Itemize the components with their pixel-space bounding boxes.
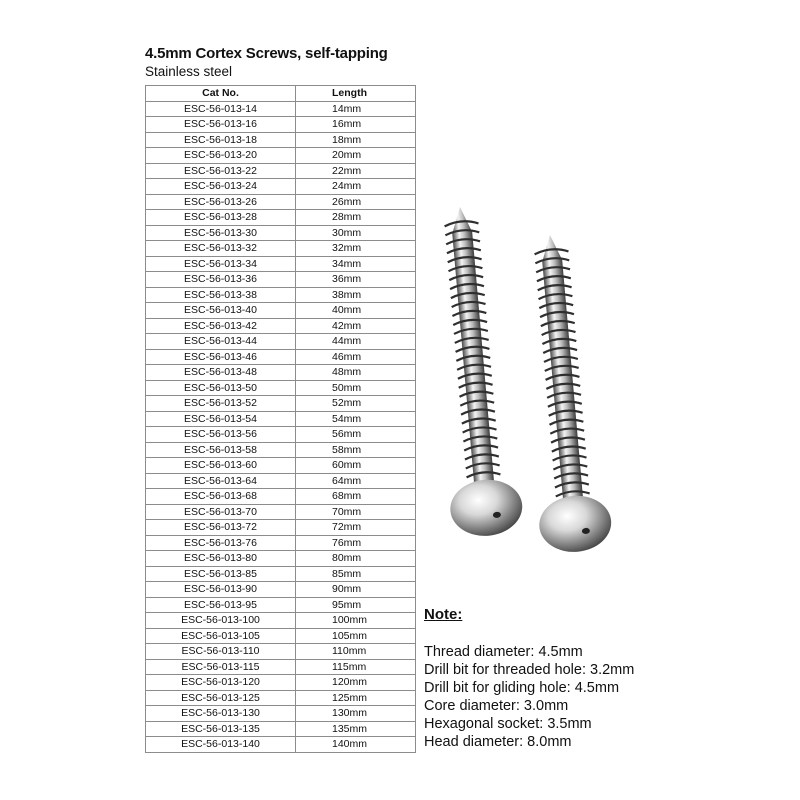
table-row [146, 597, 416, 613]
cat-no-cell: ESC-56-013-50 [146, 380, 296, 396]
cat-no-cell: ESC-56-013-85 [146, 566, 296, 582]
table-row [146, 241, 416, 257]
length-cell: 100mm [296, 613, 416, 629]
cat-no-cell: ESC-56-013-95 [146, 597, 296, 613]
length-cell: 46mm [296, 349, 416, 365]
cat-no-cell: ESC-56-013-56 [146, 427, 296, 443]
length-cell: 72mm [296, 520, 416, 536]
cat-no-cell: ESC-56-013-20 [146, 148, 296, 164]
length-cell: 56mm [296, 427, 416, 443]
cat-no-cell: ESC-56-013-14 [146, 101, 296, 117]
table-row [146, 566, 416, 582]
note-section [424, 606, 634, 751]
cat-no-cell: ESC-56-013-68 [146, 489, 296, 505]
table-row [146, 473, 416, 489]
cat-no-cell: ESC-56-013-54 [146, 411, 296, 427]
cat-no-cell: ESC-56-013-105 [146, 628, 296, 644]
length-cell: 24mm [296, 179, 416, 195]
cat-no-cell: ESC-56-013-120 [146, 675, 296, 691]
table-row [146, 365, 416, 381]
cat-no-cell: ESC-56-013-36 [146, 272, 296, 288]
table-row [146, 303, 416, 319]
cat-no-cell: ESC-56-013-140 [146, 737, 296, 753]
length-cell: 42mm [296, 318, 416, 334]
cat-no-cell: ESC-56-013-26 [146, 194, 296, 210]
table-row [146, 194, 416, 210]
table-row [146, 334, 416, 350]
cat-no-cell: ESC-56-013-72 [146, 520, 296, 536]
screw-icon [424, 204, 524, 539]
length-cell: 36mm [296, 272, 416, 288]
cat-no-cell: ESC-56-013-48 [146, 365, 296, 381]
cat-no-cell: ESC-56-013-40 [146, 303, 296, 319]
length-cell: 90mm [296, 582, 416, 598]
cat-no-cell: ESC-56-013-24 [146, 179, 296, 195]
table-row [146, 318, 416, 334]
table-row [146, 721, 416, 737]
table-row [146, 256, 416, 272]
cat-no-cell: ESC-56-013-125 [146, 690, 296, 706]
length-cell: 68mm [296, 489, 416, 505]
length-cell: 26mm [296, 194, 416, 210]
length-cell: 110mm [296, 644, 416, 660]
cat-no-cell: ESC-56-013-34 [146, 256, 296, 272]
product-title: 4.5mm Cortex Screws, self-tapping [145, 45, 388, 62]
table-row [146, 520, 416, 536]
cat-no-cell: ESC-56-013-90 [146, 582, 296, 598]
length-cell: 58mm [296, 442, 416, 458]
length-cell: 115mm [296, 659, 416, 675]
length-cell: 20mm [296, 148, 416, 164]
cat-no-cell: ESC-56-013-30 [146, 225, 296, 241]
table-row [146, 117, 416, 133]
length-cell: 28mm [296, 210, 416, 226]
length-cell: 54mm [296, 411, 416, 427]
length-cell: 48mm [296, 365, 416, 381]
length-cell: 32mm [296, 241, 416, 257]
table-body [146, 101, 416, 752]
length-cell: 60mm [296, 458, 416, 474]
table-row [146, 535, 416, 551]
length-cell: 16mm [296, 117, 416, 133]
table-row [146, 349, 416, 365]
length-cell: 34mm [296, 256, 416, 272]
note-line: Thread diameter: 4.5mm [424, 644, 583, 660]
table-row [146, 644, 416, 660]
note-title: Note: [424, 606, 463, 623]
length-cell: 95mm [296, 597, 416, 613]
table-row [146, 628, 416, 644]
table-row [146, 489, 416, 505]
table-row [146, 132, 416, 148]
table-row [146, 737, 416, 753]
column-header-cat-no: Cat No. [146, 86, 296, 102]
cat-no-cell: ESC-56-013-64 [146, 473, 296, 489]
cat-no-cell: ESC-56-013-100 [146, 613, 296, 629]
table-row [146, 101, 416, 117]
length-cell: 52mm [296, 396, 416, 412]
note-line: Hexagonal socket: 3.5mm [424, 716, 592, 732]
table-row [146, 272, 416, 288]
length-cell: 120mm [296, 675, 416, 691]
screw-illustration [420, 200, 630, 580]
table-row [146, 225, 416, 241]
table-row [146, 396, 416, 412]
cat-no-cell: ESC-56-013-38 [146, 287, 296, 303]
length-cell: 18mm [296, 132, 416, 148]
length-cell: 64mm [296, 473, 416, 489]
cat-no-cell: ESC-56-013-135 [146, 721, 296, 737]
cat-no-cell: ESC-56-013-80 [146, 551, 296, 567]
length-cell: 14mm [296, 101, 416, 117]
note-line: Drill bit for threaded hole: 3.2mm [424, 662, 635, 678]
cat-no-cell: ESC-56-013-46 [146, 349, 296, 365]
table-row [146, 210, 416, 226]
table-row [146, 148, 416, 164]
length-cell: 80mm [296, 551, 416, 567]
table-row [146, 551, 416, 567]
cat-no-cell: ESC-56-013-16 [146, 117, 296, 133]
length-cell: 44mm [296, 334, 416, 350]
table-row [146, 458, 416, 474]
cat-no-cell: ESC-56-013-32 [146, 241, 296, 257]
table-row [146, 613, 416, 629]
cat-no-cell: ESC-56-013-115 [146, 659, 296, 675]
catalog-table [145, 85, 416, 753]
product-material: Stainless steel [145, 64, 233, 79]
length-cell: 85mm [296, 566, 416, 582]
length-cell: 70mm [296, 504, 416, 520]
table-row [146, 427, 416, 443]
length-cell: 22mm [296, 163, 416, 179]
length-cell: 105mm [296, 628, 416, 644]
table-row [146, 690, 416, 706]
length-cell: 125mm [296, 690, 416, 706]
table-row [146, 504, 416, 520]
table-row [146, 380, 416, 396]
note-line: Head diameter: 8.0mm [424, 734, 572, 750]
table-row [146, 675, 416, 691]
cat-no-cell: ESC-56-013-44 [146, 334, 296, 350]
cat-no-cell: ESC-56-013-42 [146, 318, 296, 334]
cat-no-cell: ESC-56-013-28 [146, 210, 296, 226]
length-cell: 130mm [296, 706, 416, 722]
cat-no-cell: ESC-56-013-70 [146, 504, 296, 520]
table-row [146, 659, 416, 675]
table-row [146, 163, 416, 179]
cat-no-cell: ESC-56-013-58 [146, 442, 296, 458]
cat-no-cell: ESC-56-013-52 [146, 396, 296, 412]
cat-no-cell: ESC-56-013-18 [146, 132, 296, 148]
length-cell: 135mm [296, 721, 416, 737]
table-row [146, 442, 416, 458]
cat-no-cell: ESC-56-013-76 [146, 535, 296, 551]
length-cell: 40mm [296, 303, 416, 319]
table-header-row [146, 86, 416, 102]
length-cell: 38mm [296, 287, 416, 303]
table-row [146, 582, 416, 598]
table-row [146, 411, 416, 427]
cat-no-cell: ESC-56-013-130 [146, 706, 296, 722]
length-cell: 30mm [296, 225, 416, 241]
note-line: Core diameter: 3.0mm [424, 698, 569, 714]
cat-no-cell: ESC-56-013-60 [146, 458, 296, 474]
cat-no-cell: ESC-56-013-22 [146, 163, 296, 179]
screw-icon [514, 232, 613, 555]
column-header-length: Length [296, 86, 416, 102]
table-row [146, 287, 416, 303]
table-row [146, 179, 416, 195]
table-row [146, 706, 416, 722]
length-cell: 76mm [296, 535, 416, 551]
cat-no-cell: ESC-56-013-110 [146, 644, 296, 660]
note-line: Drill bit for gliding hole: 4.5mm [424, 680, 620, 696]
length-cell: 140mm [296, 737, 416, 753]
length-cell: 50mm [296, 380, 416, 396]
